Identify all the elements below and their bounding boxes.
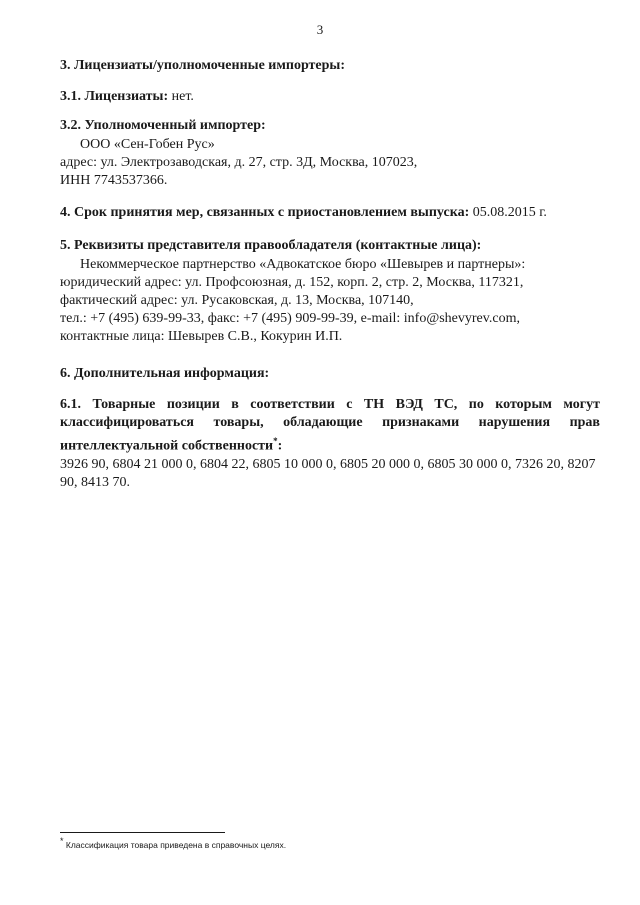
- section-6-1-body: 6.1. Товарные позиции в соответствии с ТН ВЭД ТС, по которым могут классифицироваться товары, обладающие признаками нарушения прав интеллектуальной собственности: [60, 397, 600, 454]
- representative-org: Некоммерческое партнерство «Адвокатское бюро «Шевырев и партнеры»:: [80, 257, 526, 272]
- footnote-divider: [60, 832, 225, 833]
- section-6-heading: 6. Дополнительная информация:: [60, 366, 270, 381]
- section-6-1-text: [60, 396, 600, 456]
- importer-company: ООО «Сен-Гобен Рус»: [80, 137, 215, 152]
- section-4: [60, 204, 600, 222]
- footnote-reference: *: [273, 436, 278, 446]
- section-3-2-heading: 3.2. Уполномоченный импортер:: [60, 118, 266, 133]
- footnote: [60, 836, 286, 850]
- page-number: 3: [316, 22, 324, 37]
- representative-contacts: контактные лица: Шевырев С.В., Кокурин И.П.: [60, 329, 343, 344]
- section-6-1-colon: :: [277, 438, 283, 454]
- footnote-mark: *: [60, 836, 64, 846]
- representative-phones: тел.: +7 (495) 639-99-33, факс: +7 (495) 909-99-39, e-mail: info@shevyrev.com,: [60, 311, 520, 326]
- section-3-1: [60, 88, 600, 106]
- section-3-1-value: нет.: [168, 89, 194, 104]
- section-3-heading: 3. Лицензиаты/уполномоченные импортеры:: [60, 58, 346, 73]
- importer-address: адрес: ул. Электрозаводская, д. 27, стр. 3Д, Москва, 107023,: [60, 155, 418, 170]
- importer-inn: ИНН 7743537366.: [60, 173, 168, 188]
- section-5-heading: 5. Реквизиты представителя правообладателя (контактные лица):: [60, 238, 482, 253]
- tn-ved-codes: 3926 90, 6804 21 000 0, 6804 22, 6805 10 000 0, 6805 20 000 0, 6805 30 000 0, 7326 20, 8207 90, 8413 70.: [60, 456, 596, 490]
- representative-actual-address: фактический адрес: ул. Русаковская, д. 13, Москва, 107140,: [60, 293, 414, 308]
- representative-legal-address: юридический адрес: ул. Профсоюзная, д. 152, корп. 2, стр. 2, Москва, 117321,: [60, 275, 524, 290]
- section-4-value: 05.08.2015 г.: [469, 205, 547, 220]
- section-3-1-label: 3.1. Лицензиаты:: [60, 89, 169, 104]
- section-4-label: 4. Срок принятия мер, связанных с приостановлением выпуска:: [60, 205, 470, 220]
- footnote-text: Классификация товара приведена в справочных целях.: [63, 839, 287, 850]
- document-body: [60, 56, 600, 492]
